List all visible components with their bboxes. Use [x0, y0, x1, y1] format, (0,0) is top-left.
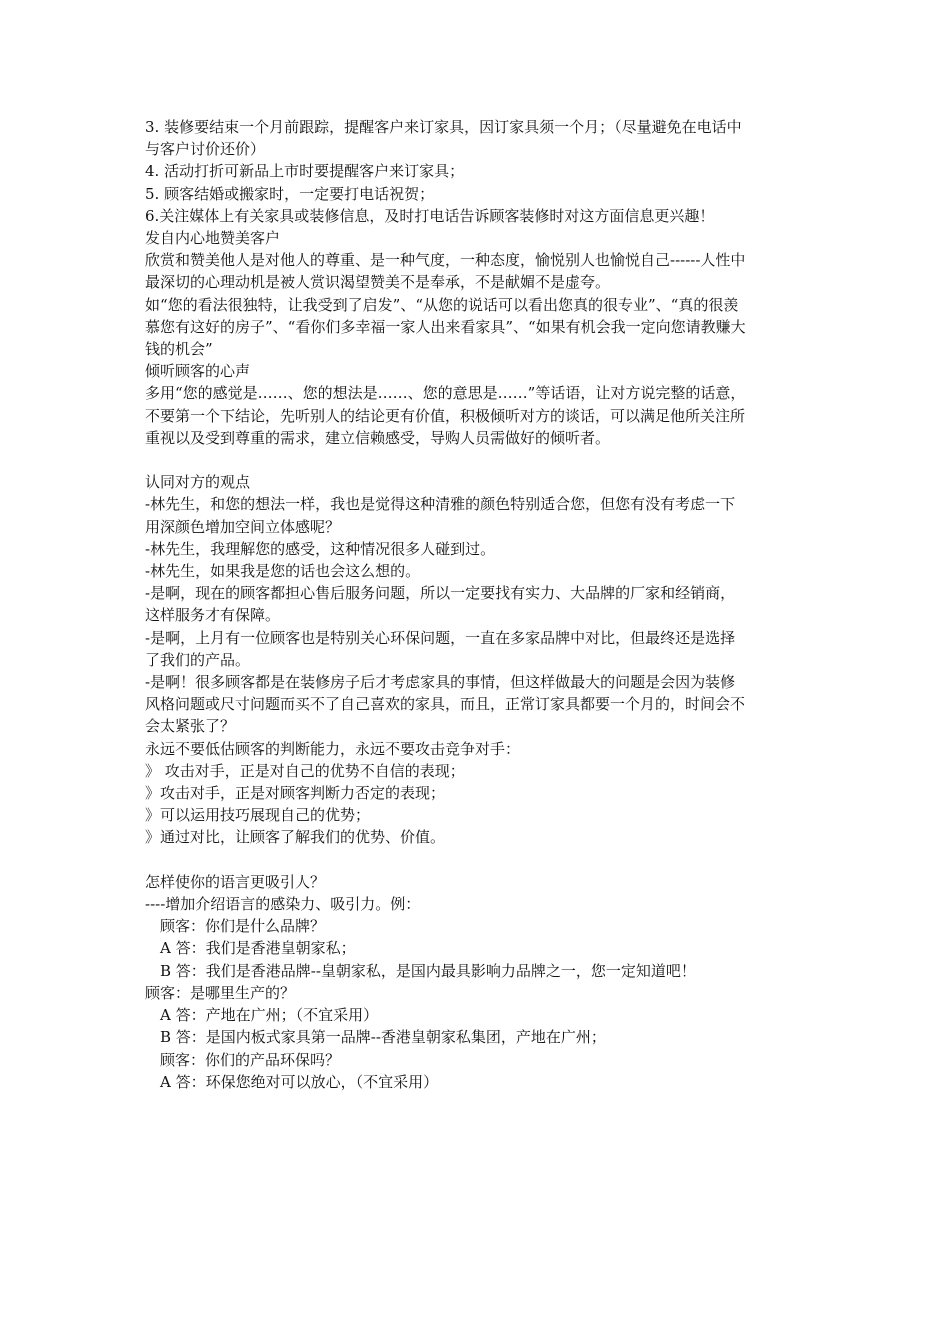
- text-line: -是啊！很多顾客都是在装修房子后才考虑家具的事情，但这样做最大的问题是会因为装修: [145, 673, 736, 692]
- blank-line: [145, 449, 813, 471]
- text-line: 钱的机会”: [145, 340, 213, 359]
- text-line: 欣赏和赞美他人是对他人的尊重、是一种气度，一种态度，愉悦别人也愉悦自己------人性中: [145, 251, 746, 270]
- bullet-line: 》 攻击对手，正是对自己的优势不自信的表现；: [145, 761, 465, 780]
- text-line: 多用“您的感觉是……、您的想法是……、您的意思是……”等话语，让对方说完整的话意，: [145, 384, 746, 403]
- dialogue-line: B 答：是国内板式家具第一品牌--香港皇朝家私集团，产地在广州；: [160, 1028, 606, 1047]
- dialogue-line: A 答：我们是香港皇朝家私；: [160, 939, 356, 958]
- section-heading-language: 怎样使你的语言更吸引人？: [145, 872, 326, 891]
- text-line: ----增加介绍语言的感染力、吸引力。例：: [145, 895, 421, 914]
- text-line: -林先生，和您的想法一样，我也是觉得这种清雅的颜色特别适合您，但您有没有考虑一下: [145, 495, 736, 514]
- text-line: 慕您有这好的房子”、“看你们多幸福一家人出来看家具”、“如果有机会我一定向您请教赚大: [145, 317, 746, 336]
- dialogue-line: A 答：环保您绝对可以放心，（不宜采用）: [160, 1072, 439, 1091]
- text-line: 这样服务才有保障。: [145, 606, 281, 625]
- text-line: 了我们的产品。: [145, 650, 251, 669]
- text-line: 风格问题或尺寸问题而买不了自己喜欢的家具，而且，正常订家具都要一个月的，时间会不: [145, 695, 746, 714]
- text-line: 4. 活动打折可新品上市时要提醒客户来订家具；: [145, 162, 465, 181]
- text-line: 3. 装修要结束一个月前跟踪，提醒客户来订家具，因订家具须一个月；（尽量避免在电话中: [145, 118, 742, 136]
- text-line: -是啊，现在的顾客都担心售后服务问题，所以一定要找有实力、大品牌的厂家和经销商，: [145, 584, 736, 603]
- text-line: 重视以及受到尊重的需求，建立信赖感受，导购人员需做好的倾听者。: [145, 428, 611, 447]
- section-heading-listen: 倾听顾客的心声: [145, 362, 251, 381]
- text-line: 如“您的看法很独特，让我受到了启发”、“从您的说话可以看出您真的很专业”、“真的很羡: [145, 295, 739, 314]
- text-line: 会太紧张了？: [145, 717, 236, 736]
- text-line: 不要第一个下结论，先听别人的结论更有价值，积极倾听对方的谈话，可以满足他所关注所: [145, 406, 746, 425]
- dialogue-line: B 答：我们是香港品牌--皇朝家私，是国内最具影响力品牌之一，您一定知道吧！: [160, 961, 696, 980]
- section-heading-agree: 认同对方的观点: [145, 473, 251, 492]
- blank-line: [145, 849, 813, 871]
- text-line: 与客户讨价还价）: [145, 140, 266, 159]
- text-line: 用深颜色增加空间立体感呢？: [145, 517, 341, 536]
- text-line: 6.关注媒体上有关家具或装修信息，及时打电话告诉顾客装修时对这方面信息更兴趣！: [145, 206, 715, 225]
- dialogue-line: 顾客：你们是什么品牌？: [160, 917, 326, 936]
- text-line: -林先生，如果我是您的话也会这么想的。: [145, 562, 421, 581]
- dialogue-line: 顾客：是哪里生产的？: [145, 983, 296, 1002]
- dialogue-line: A 答：产地在广州；（不宜采用）: [160, 1006, 379, 1025]
- dialogue-line: 顾客：你们的产品环保吗？: [160, 1050, 341, 1069]
- text-line: -林先生，我理解您的感受，这种情况很多人碰到过。: [145, 539, 496, 558]
- bullet-line: 》通过对比，让顾客了解我们的优势、价值。: [145, 828, 446, 847]
- bullet-line: 》可以运用技巧展现自己的优势；: [145, 806, 371, 825]
- bullet-line: 》攻击对手，正是对顾客判断力否定的表现；: [145, 784, 446, 803]
- text-line: 永远不要低估顾客的判断能力，永远不要攻击竞争对手：: [145, 739, 521, 758]
- text-line: 5. 顾客结婚或搬家时，一定要打电话祝贺；: [145, 184, 435, 203]
- document-page: [145, 116, 813, 1093]
- text-line: 最深切的心理动机是被人赏识渴望赞美不是奉承，不是献媚不是虚夸。: [145, 273, 611, 292]
- text-line: -是啊，上月有一位顾客也是特别关心环保问题，一直在多家品牌中对比，但最终还是选择: [145, 628, 736, 647]
- section-heading-praise: 发自内心地赞美客户: [145, 229, 281, 248]
